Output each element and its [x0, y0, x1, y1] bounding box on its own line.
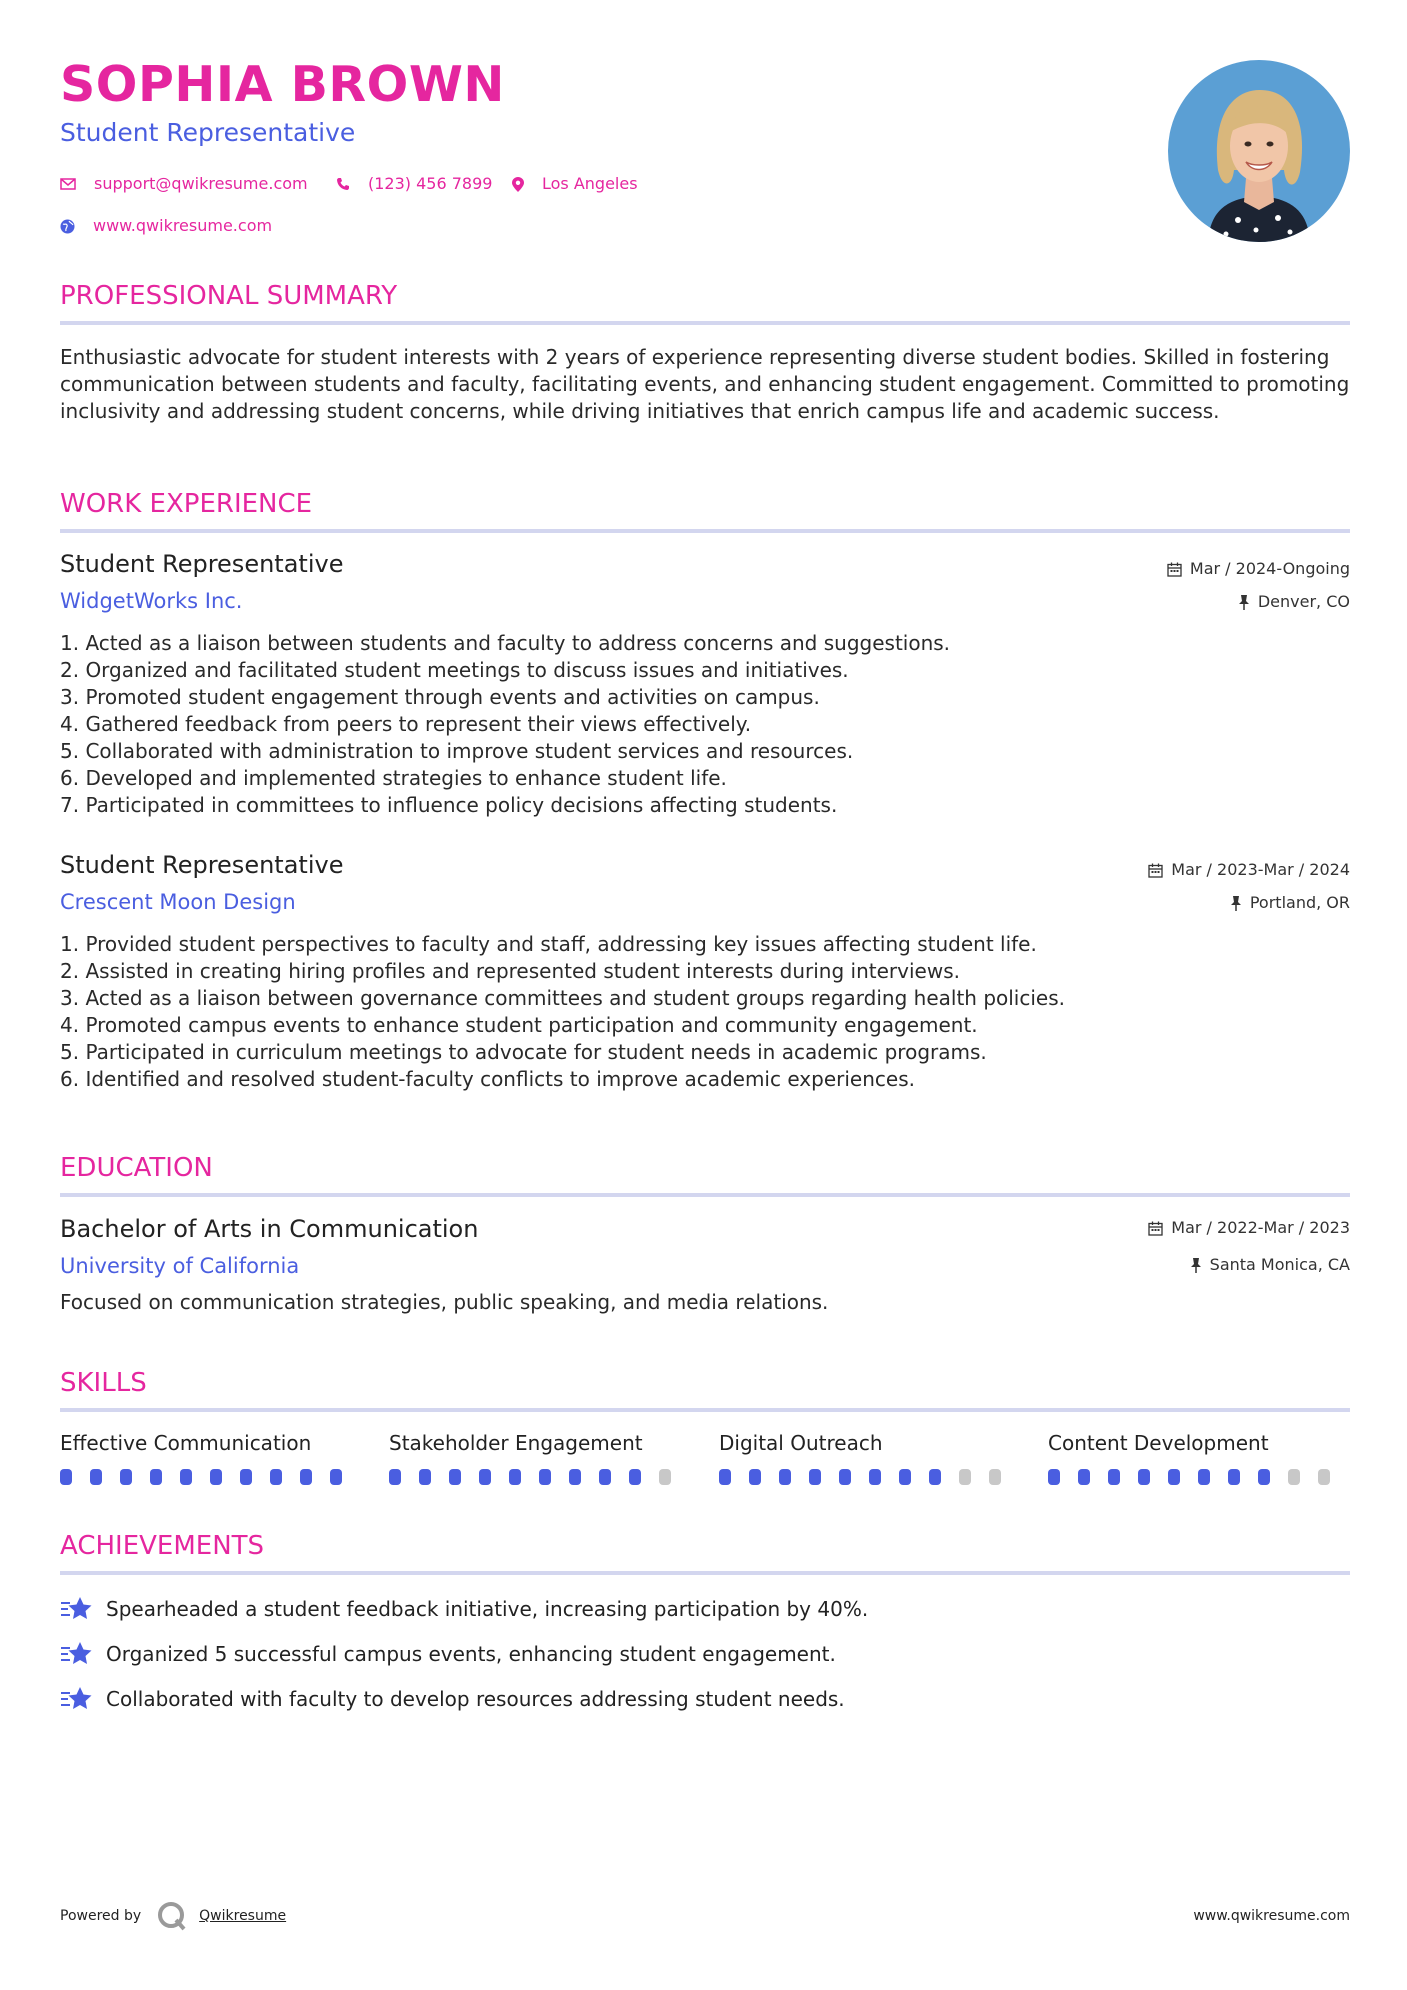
contact-location — [512, 176, 638, 192]
summary-heading: PROFESSIONAL SUMMARY — [60, 281, 398, 311]
phone-icon — [336, 177, 350, 191]
skill-rating — [389, 1469, 689, 1485]
skill-dot-filled — [150, 1469, 162, 1485]
location-pin-icon — [512, 177, 524, 192]
skill-dot-filled — [180, 1469, 192, 1485]
job-location-text: Denver, CO — [1257, 592, 1350, 611]
school-name: University of California — [60, 1254, 300, 1278]
skill-dot-filled — [1198, 1469, 1210, 1485]
globe-icon — [60, 219, 75, 234]
email-text: support@qwikresume.com — [94, 174, 308, 193]
job-dates-text: Mar / 2024-Ongoing — [1189, 559, 1350, 578]
skill-dot-filled — [1228, 1469, 1240, 1485]
qwikresume-logo-icon — [155, 1900, 189, 1932]
profile-photo — [1168, 60, 1350, 242]
skill-dot-empty — [1318, 1469, 1330, 1485]
skill-dot-filled — [300, 1469, 312, 1485]
candidate-name: SOPHIA BROWN — [60, 56, 505, 113]
skill-name: Digital Outreach — [719, 1431, 883, 1455]
skill-dot-filled — [929, 1469, 941, 1485]
skill-name: Stakeholder Engagement — [389, 1431, 643, 1455]
skill-item — [719, 1433, 1019, 1485]
achievements-divider — [60, 1571, 1350, 1575]
job-location — [1230, 895, 1350, 911]
skill-dot-filled — [1138, 1469, 1150, 1485]
pin-icon — [1238, 595, 1250, 610]
skill-dot-filled — [1168, 1469, 1180, 1485]
skill-name: Effective Communication — [60, 1431, 312, 1455]
skill-dot-filled — [389, 1469, 401, 1485]
achievement-text: Collaborated with faculty to develop resources addressing student needs. — [106, 1687, 845, 1711]
achievement-item — [60, 1641, 836, 1667]
skills-heading: SKILLS — [60, 1368, 147, 1398]
skill-dot-filled — [479, 1469, 491, 1485]
experience-divider — [60, 529, 1350, 533]
calendar-icon — [1167, 562, 1182, 577]
skill-name: Content Development — [1048, 1431, 1269, 1455]
job-dates-text: Mar / 2023-Mar / 2024 — [1171, 860, 1350, 879]
skill-item — [60, 1433, 360, 1485]
list-item: 7. Participated in committees to influence policy decisions affecting students. — [60, 793, 838, 817]
skill-dot-filled — [1108, 1469, 1120, 1485]
qwikresume-link[interactable]: Qwikresume — [199, 1908, 287, 1924]
education-location — [1190, 1257, 1350, 1273]
skill-dot-filled — [210, 1469, 222, 1485]
skill-dot-filled — [719, 1469, 731, 1485]
achievement-item — [60, 1686, 845, 1712]
achievement-text: Spearheaded a student feedback initiative, increasing participation by 40%. — [106, 1597, 869, 1621]
skill-dot-filled — [449, 1469, 461, 1485]
summary-text: Enthusiastic advocate for student interests with 2 years of experience representing diverse student bodies. Skilled in fostering communication between students and faculty, facilitating events, and enhancing student engagement. Committed to promoting inclusivity and addressing student concerns, while driving initiatives that enrich campus life and academic success. — [60, 345, 1350, 423]
skill-rating — [60, 1469, 360, 1485]
skill-dot-filled — [240, 1469, 252, 1485]
footer-powered-by — [60, 1900, 286, 1932]
skill-dot-filled — [629, 1469, 641, 1485]
list-item: 5. Participated in curriculum meetings to advocate for student needs in academic programs. — [60, 1040, 987, 1064]
calendar-icon — [1148, 1221, 1163, 1236]
skill-dot-filled — [539, 1469, 551, 1485]
job-title: Student Representative — [60, 550, 344, 578]
education-dates — [1148, 1220, 1350, 1236]
experience-heading: WORK EXPERIENCE — [60, 489, 313, 519]
skill-dot-filled — [120, 1469, 132, 1485]
job-location-text: Portland, OR — [1249, 893, 1350, 912]
skill-dot-filled — [90, 1469, 102, 1485]
skill-dot-filled — [1258, 1469, 1270, 1485]
powered-by-label: Powered by — [60, 1908, 142, 1924]
skill-dot-filled — [779, 1469, 791, 1485]
list-item: 6. Identified and resolved student-faculty conflicts to improve academic experiences. — [60, 1067, 915, 1091]
skill-dot-filled — [330, 1469, 342, 1485]
skill-dot-filled — [899, 1469, 911, 1485]
star-badge-icon — [60, 1641, 94, 1667]
avatar-illustration — [1168, 60, 1350, 242]
education-location-text: Santa Monica, CA — [1209, 1255, 1350, 1274]
skill-item — [389, 1433, 689, 1485]
job-title: Student Representative — [60, 851, 344, 879]
skill-dot-filled — [1048, 1469, 1060, 1485]
skill-dot-filled — [839, 1469, 851, 1485]
degree-title: Bachelor of Arts in Communication — [60, 1215, 479, 1243]
skill-dot-filled — [419, 1469, 431, 1485]
job-location — [1238, 594, 1350, 610]
skill-rating — [719, 1469, 1019, 1485]
pin-icon — [1230, 896, 1242, 911]
list-item: 4. Gathered feedback from peers to represent their views effectively. — [60, 712, 752, 736]
list-item: 3. Promoted student engagement through events and activities on campus. — [60, 685, 820, 709]
star-badge-icon — [60, 1596, 94, 1622]
skill-dot-filled — [270, 1469, 282, 1485]
list-item: 2. Organized and facilitated student meetings to discuss issues and initiatives. — [60, 658, 849, 682]
job-dates — [1167, 561, 1350, 577]
skill-dot-filled — [749, 1469, 761, 1485]
skill-dot-filled — [60, 1469, 72, 1485]
job-company: WidgetWorks Inc. — [60, 589, 243, 613]
skill-item — [1048, 1433, 1348, 1485]
contact-website[interactable] — [60, 218, 272, 234]
education-description: Focused on communication strategies, public speaking, and media relations. — [60, 1290, 829, 1314]
skill-dot-filled — [599, 1469, 611, 1485]
education-divider — [60, 1193, 1350, 1197]
skill-dot-empty — [959, 1469, 971, 1485]
list-item: 1. Acted as a liaison between students and faculty to address concerns and suggestions. — [60, 631, 951, 655]
calendar-icon — [1148, 863, 1163, 878]
mail-icon — [60, 178, 76, 190]
contact-phone[interactable] — [336, 176, 492, 192]
skill-dot-empty — [1288, 1469, 1300, 1485]
skill-dot-empty — [659, 1469, 671, 1485]
job-dates — [1148, 862, 1350, 878]
education-heading: EDUCATION — [60, 1153, 213, 1183]
list-item: 4. Promoted campus events to enhance student participation and community engagement. — [60, 1013, 978, 1037]
education-dates-text: Mar / 2022-Mar / 2023 — [1171, 1218, 1350, 1237]
achievement-text: Organized 5 successful campus events, enhancing student engagement. — [106, 1642, 836, 1666]
list-item: 2. Assisted in creating hiring profiles and represented student interests during interviews. — [60, 959, 960, 983]
list-item: 1. Provided student perspectives to faculty and staff, addressing key issues affecting student life. — [60, 932, 1037, 956]
list-item: 5. Collaborated with administration to improve student services and resources. — [60, 739, 854, 763]
location-text: Los Angeles — [542, 174, 638, 193]
skill-dot-filled — [809, 1469, 821, 1485]
skill-dot-filled — [869, 1469, 881, 1485]
achievement-item — [60, 1596, 868, 1622]
contact-email[interactable] — [60, 176, 308, 192]
skill-dot-empty — [989, 1469, 1001, 1485]
achievements-heading: ACHIEVEMENTS — [60, 1531, 265, 1561]
skill-dot-filled — [509, 1469, 521, 1485]
skill-dot-filled — [1078, 1469, 1090, 1485]
skills-divider — [60, 1408, 1350, 1412]
list-item: 6. Developed and implemented strategies to enhance student life. — [60, 766, 727, 790]
star-badge-icon — [60, 1686, 94, 1712]
job-responsibilities — [60, 931, 1350, 1093]
summary-divider — [60, 321, 1350, 325]
skill-dot-filled — [569, 1469, 581, 1485]
footer-url[interactable]: www.qwikresume.com — [1193, 1908, 1350, 1924]
list-item: 3. Acted as a liaison between governance committees and student groups regarding health policies. — [60, 986, 1065, 1010]
job-company: Crescent Moon Design — [60, 890, 296, 914]
pin-icon — [1190, 1258, 1202, 1273]
skill-rating — [1048, 1469, 1348, 1485]
candidate-role: Student Representative — [60, 118, 356, 147]
job-responsibilities — [60, 630, 1350, 819]
phone-text: (123) 456 7899 — [368, 174, 493, 193]
website-text: www.qwikresume.com — [93, 216, 273, 235]
